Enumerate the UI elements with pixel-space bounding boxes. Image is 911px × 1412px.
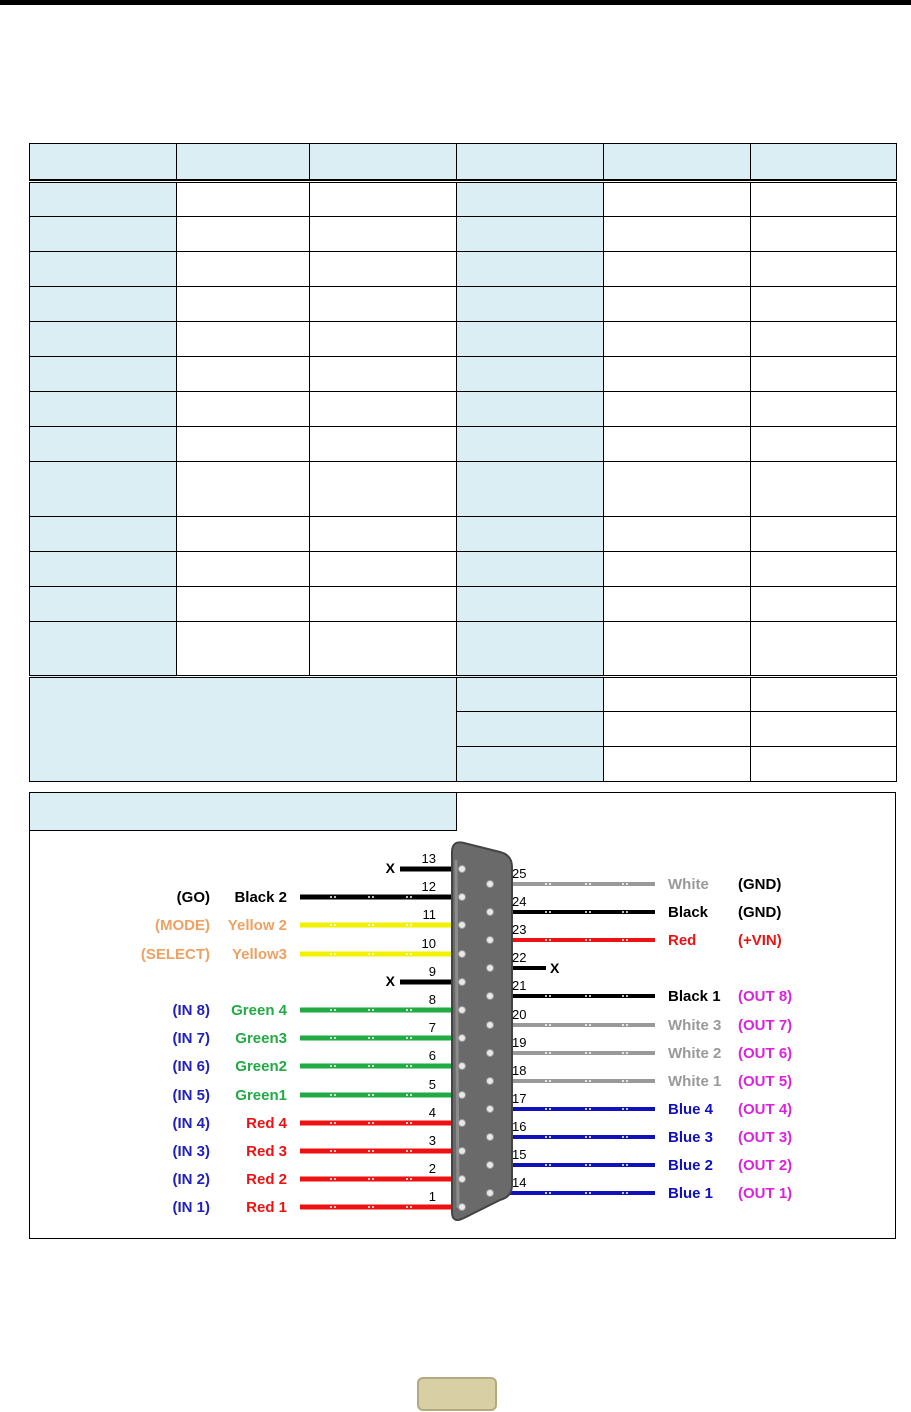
wire-signal-label: (IN 3) (172, 1143, 210, 1160)
wire-color-label: Black 2 (234, 889, 287, 906)
pin-number: 12 (421, 879, 436, 894)
pin-number: 18 (512, 1063, 527, 1078)
wire-color-label: Red 2 (246, 1171, 287, 1188)
pin-number: 11 (422, 907, 436, 922)
pin-number: 17 (512, 1091, 527, 1106)
pin-dot (487, 1190, 494, 1197)
pin-number: 24 (512, 894, 527, 909)
pin-number: 5 (428, 1077, 436, 1092)
pin-dot (487, 1162, 494, 1169)
pin-number: 3 (428, 1133, 436, 1148)
wire-signal-label: (IN 5) (172, 1087, 210, 1104)
pin-number: 13 (421, 851, 436, 866)
wire-signal-label: (MODE) (155, 917, 210, 934)
pin-number: 1 (428, 1189, 436, 1204)
wire-signal-label: (OUT 1) (738, 1185, 793, 1202)
wire-color-label: Red 4 (246, 1115, 287, 1132)
pin-number: 15 (512, 1147, 527, 1162)
pin-dot (487, 1050, 494, 1057)
wire-color-label: Black 1 (668, 988, 721, 1005)
pin-number: 14 (512, 1175, 527, 1190)
wire-color-label: Blue 3 (668, 1129, 714, 1146)
pin-dot (487, 1106, 494, 1113)
pin-number: 19 (512, 1035, 527, 1050)
pin-dot (459, 1007, 466, 1014)
no-connect-marker: X (550, 960, 560, 976)
wire-signal-label: (IN 2) (172, 1171, 210, 1188)
wire-color-label: Blue 1 (668, 1185, 714, 1202)
no-connect-marker: X (385, 973, 395, 989)
pin-dot (487, 937, 494, 944)
pin-dot (459, 979, 466, 986)
wire-color-label: White 3 (668, 1017, 722, 1034)
pin-dot (459, 1063, 466, 1070)
pin-number: 9 (428, 964, 436, 979)
pin-dot (459, 894, 466, 901)
pin-number: 16 (512, 1119, 527, 1134)
pin-dot (459, 1035, 466, 1042)
pin-number: 2 (428, 1161, 436, 1176)
wire-color-label: Green 4 (231, 1002, 287, 1019)
pin-number: 8 (428, 992, 436, 1007)
wire-signal-label: (OUT 3) (738, 1129, 793, 1146)
pin-dot (487, 1078, 494, 1085)
pin-dot (459, 1120, 466, 1127)
wire-signal-label: (OUT 8) (738, 988, 793, 1005)
wire-signal-label: (GND) (738, 876, 782, 893)
wire-color-label: Yellow3 (231, 946, 287, 963)
wire-signal-label: (GND) (738, 904, 782, 921)
wire-color-label: Black (668, 904, 709, 921)
pin-number: 6 (428, 1048, 436, 1063)
wire-signal-label: (OUT 4) (738, 1101, 793, 1118)
wire-signal-label: (IN 6) (172, 1058, 210, 1075)
wire-color-label: Red 3 (246, 1143, 287, 1160)
pin-dot (487, 1022, 494, 1029)
wire-color-label: Red (668, 932, 697, 949)
pin-number: 22 (512, 950, 527, 965)
pin-number: 21 (512, 978, 527, 993)
wire-signal-label: (IN 1) (172, 1199, 210, 1216)
wire-color-label: Blue 4 (668, 1101, 714, 1118)
wire-signal-label: (IN 4) (172, 1115, 210, 1132)
wire-color-label: White 1 (668, 1073, 722, 1090)
page-number-badge (417, 1377, 497, 1411)
pin-dot (459, 922, 466, 929)
pin-number: 20 (512, 1007, 527, 1022)
pin-dot (487, 993, 494, 1000)
pin-dot (459, 866, 466, 873)
wire-signal-label: (GO) (176, 889, 210, 906)
pin-dot (487, 1134, 494, 1141)
pin-dot (487, 965, 494, 972)
wire-color-label: Red 1 (246, 1199, 287, 1216)
wire-color-label: White 2 (668, 1045, 722, 1062)
pin-dot (487, 881, 494, 888)
pin-number: 4 (428, 1105, 436, 1120)
pin-number: 7 (428, 1020, 436, 1035)
wire-color-label: Green2 (235, 1058, 287, 1075)
wire-signal-label: (OUT 2) (738, 1157, 793, 1174)
pin-dot (459, 1204, 466, 1211)
wire-color-label: Blue 2 (668, 1157, 714, 1174)
wire-color-label: Green1 (235, 1087, 287, 1104)
pin-dot (459, 1176, 466, 1183)
pin-number: 10 (421, 936, 436, 951)
wire-signal-label: (OUT 6) (738, 1045, 793, 1062)
pin-dot (487, 909, 494, 916)
wire-color-label: White (668, 876, 709, 893)
connector-shell-highlight (456, 860, 458, 1208)
wire-signal-label: (IN 8) (172, 1002, 210, 1019)
wire-signal-label: (+VIN) (738, 932, 782, 949)
wire-signal-label: (OUT 5) (738, 1073, 793, 1090)
pin-dot (459, 1092, 466, 1099)
pin-number: 23 (512, 922, 527, 937)
wire-color-label: Green3 (235, 1030, 287, 1047)
wire-color-label: Yellow 2 (227, 917, 287, 934)
wire-signal-label: (OUT 7) (738, 1017, 793, 1034)
pin-number: 25 (512, 866, 527, 881)
no-connect-marker: X (385, 860, 395, 876)
pin-dot (459, 951, 466, 958)
pin-dot (459, 1148, 466, 1155)
wire-signal-label: (SELECT) (140, 946, 210, 963)
wire-signal-label: (IN 7) (172, 1030, 210, 1047)
